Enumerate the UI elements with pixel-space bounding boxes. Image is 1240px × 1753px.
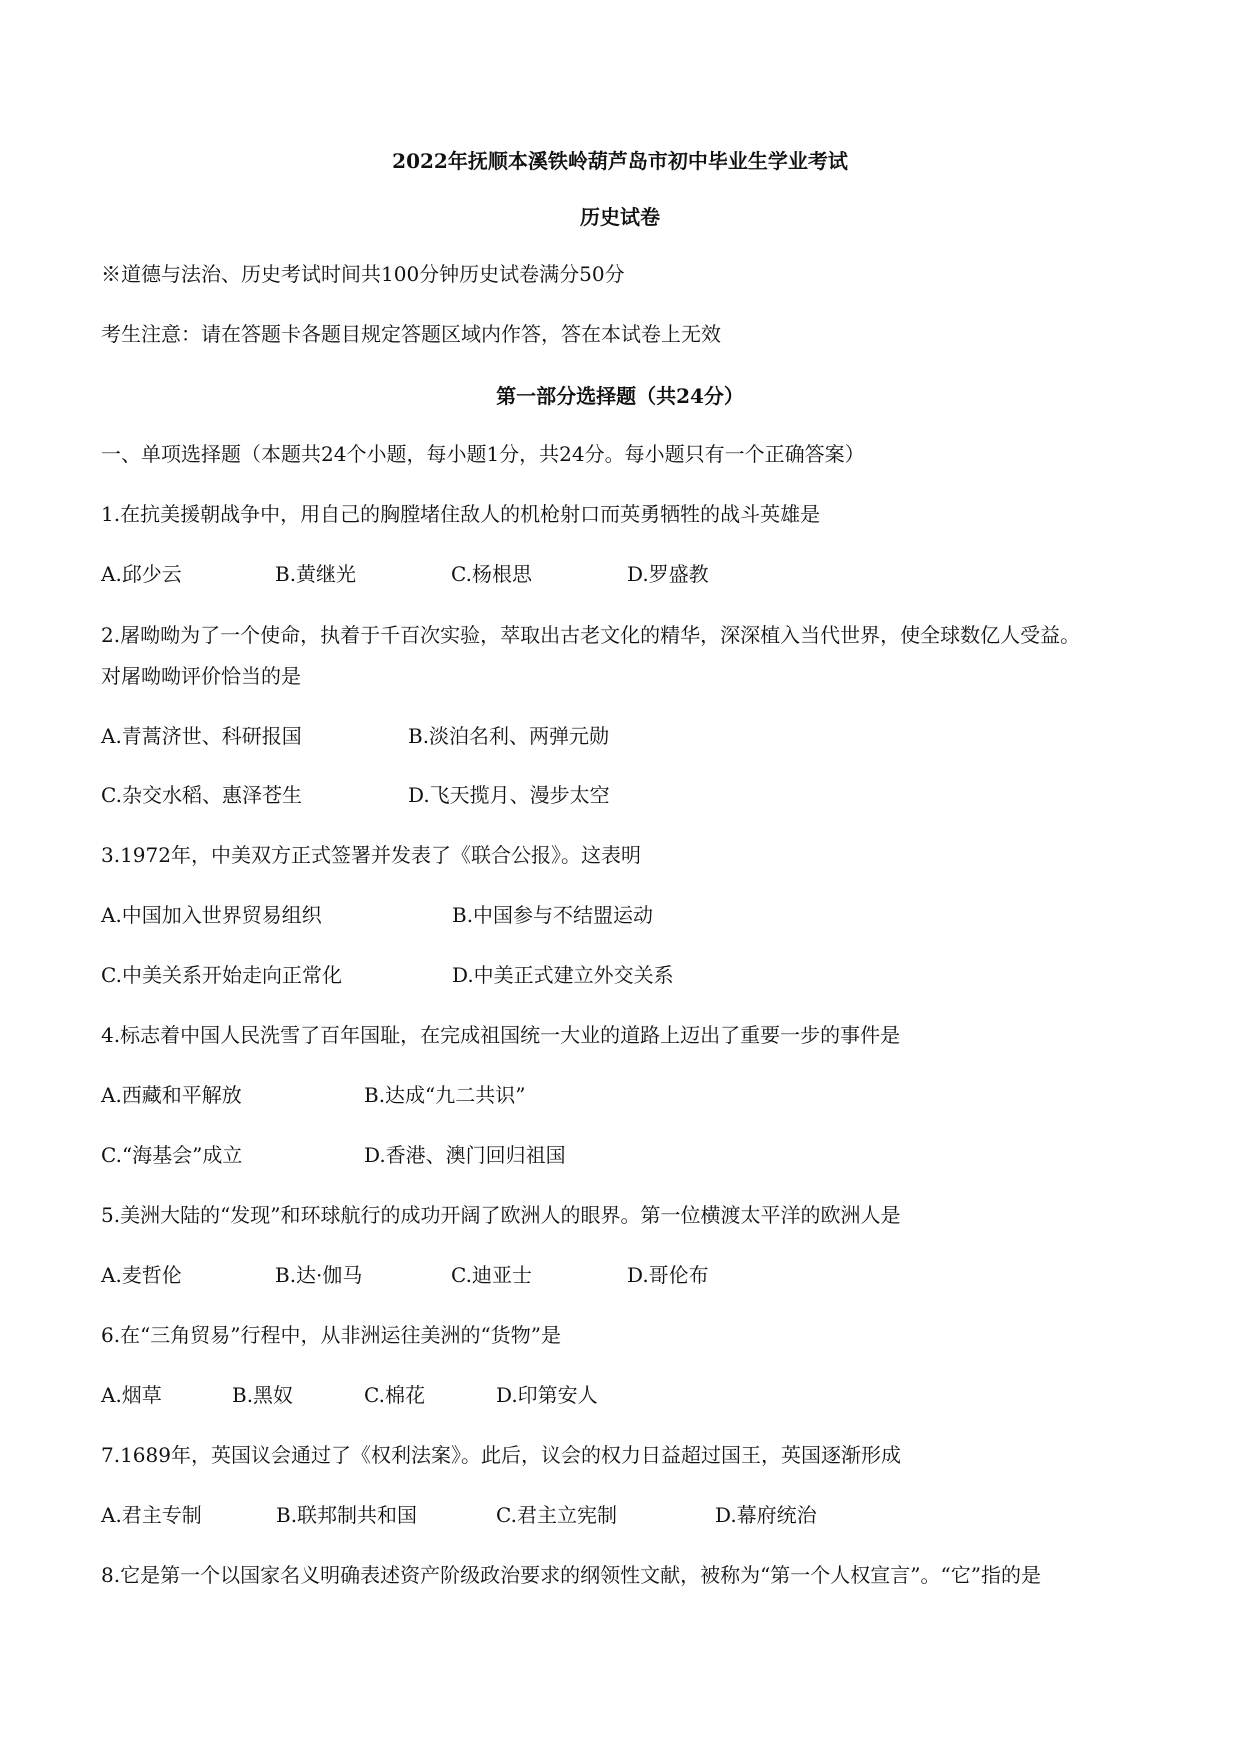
question-5-stem: 5.美洲大陆的“发现”和环球航行的成功开阔了欧洲人的眼界。第一位横渡太平洋的欧洲人是 — [101, 1203, 901, 1227]
exam-note: ※道德与法治、历史考试时间共100分钟历史试卷满分50分 — [101, 262, 625, 286]
question-1-option-a: A.邱少云 — [101, 562, 182, 586]
question-6-option-a: A.烟草 — [101, 1383, 162, 1407]
question-4-option-d: D.香港、澳门回归祖国 — [364, 1143, 566, 1167]
question-4-option-b: B.达成“九二共识” — [364, 1083, 526, 1107]
question-5-option-d: D.哥伦布 — [627, 1263, 709, 1287]
question-5-option-c: C.迪亚士 — [451, 1263, 532, 1287]
question-2-stem-line2: 对屠呦呦评价恰当的是 — [101, 664, 301, 688]
question-2-option-b: B.淡泊名利、两弹元勋 — [408, 724, 610, 748]
question-6-stem: 6.在“三角贸易”行程中，从非洲运往美洲的“货物”是 — [101, 1323, 561, 1347]
question-3-option-d: D.中美正式建立外交关系 — [452, 963, 674, 987]
question-3-stem: 3.1972年，中美双方正式签署并发表了《联合公报》。这表明 — [101, 843, 641, 867]
question-3-option-c: C.中美关系开始走向正常化 — [101, 963, 342, 987]
question-4-option-a: A.西藏和平解放 — [101, 1083, 242, 1107]
question-2-stem: 2.屠呦呦为了一个使命，执着于千百次实验，萃取出古老文化的精华，深深植入当代世界，使全球数亿人受益。 — [101, 623, 1081, 647]
question-7-option-b: B.联邦制共和国 — [276, 1503, 418, 1527]
question-4-stem: 4.标志着中国人民洗雪了百年国耻，在完成祖国统一大业的道路上迈出了重要一步的事件是 — [101, 1023, 901, 1047]
question-8-stem: 8.它是第一个以国家名义明确表述资产阶级政治要求的纲领性文献，被称为“第一个人权宣言”。“它”指的是 — [101, 1563, 1041, 1587]
question-2-option-a: A.青蒿济世、科研报国 — [101, 724, 302, 748]
exam-title: 2022年抚顺本溪铁岭葫芦岛市初中毕业生学业考试 — [392, 149, 848, 173]
question-7-option-c: C.君主立宪制 — [496, 1503, 617, 1527]
question-3-option-b: B.中国参与不结盟运动 — [452, 903, 654, 927]
question-2-option-c: C.杂交水稻、惠泽苍生 — [101, 783, 302, 807]
question-5-option-a: A.麦哲伦 — [101, 1263, 182, 1287]
question-5-option-b: B.达·伽马 — [275, 1263, 363, 1287]
question-6-option-b: B.黑奴 — [232, 1383, 294, 1407]
exam-notice: 考生注意：请在答题卡各题目规定答题区域内作答，答在本试卷上无效 — [101, 322, 721, 346]
question-3-option-a: A.中国加入世界贸易组织 — [101, 903, 322, 927]
part1-instruction: 一、单项选择题（本题共24个小题，每小题1分，共24分。每小题只有一个正确答案） — [101, 442, 865, 466]
question-7-option-d: D.幕府统治 — [715, 1503, 817, 1527]
question-2-option-d: D.飞天揽月、漫步太空 — [408, 783, 610, 807]
question-6-option-d: D.印第安人 — [496, 1383, 598, 1407]
subject-title: 历史试卷 — [580, 205, 660, 229]
question-7-stem: 7.1689年，英国议会通过了《权利法案》。此后，议会的权力日益超过国王，英国逐渐形成 — [101, 1443, 901, 1467]
question-6-option-c: C.棉花 — [364, 1383, 425, 1407]
question-7-option-a: A.君主专制 — [101, 1503, 202, 1527]
question-1-stem: 1.在抗美援朝战争中，用自己的胸膛堵住敌人的机枪射口而英勇牺牲的战斗英雄是 — [101, 502, 821, 526]
question-1-option-d: D.罗盛教 — [627, 562, 709, 586]
question-1-option-b: B.黄继光 — [275, 562, 357, 586]
question-4-option-c: C.“海基会”成立 — [101, 1143, 243, 1167]
question-1-option-c: C.杨根思 — [451, 562, 532, 586]
part1-heading: 第一部分选择题（共24分） — [496, 384, 744, 408]
